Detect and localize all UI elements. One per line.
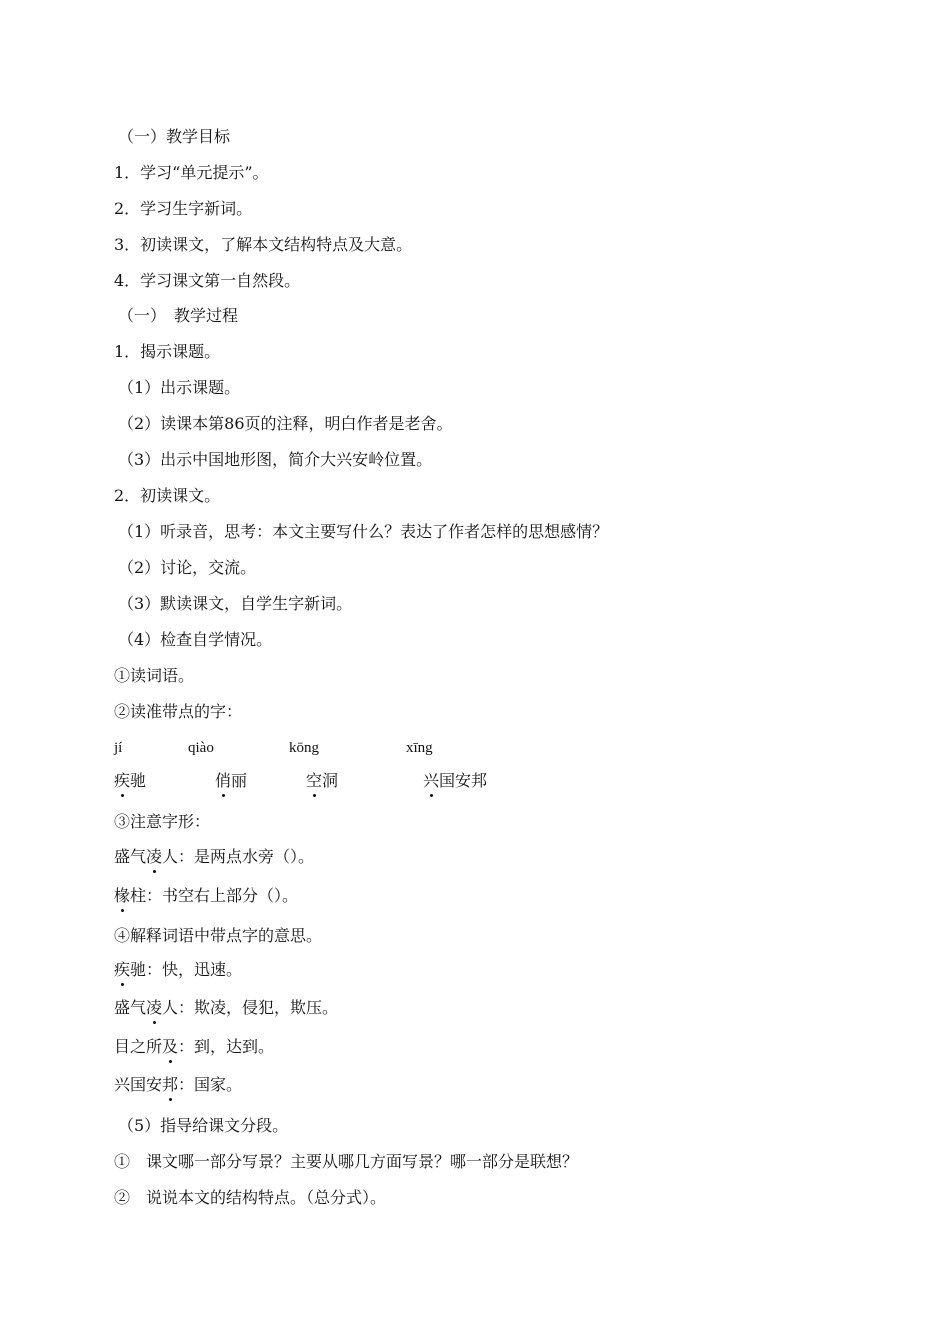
step2-item: （2）讨论，交流。 — [118, 558, 257, 577]
step1-item: （3）出示中国地形图，简介大兴安岭位置。 — [118, 450, 433, 469]
read-dotted-line: ②读准带点的字： — [114, 702, 243, 721]
word-rest: 丽 — [231, 771, 248, 790]
goal-item: 2．学习生字新词。 — [114, 199, 253, 218]
step2-item: （1）听录音，思考：本文主要写什么？表达了作者怎样的思想感情？ — [118, 522, 609, 541]
step1-item: （1）出示课题。 — [118, 378, 241, 397]
vocab-word — [114, 771, 146, 791]
glyph-item: 盛气凌人：是两点水旁（）。 — [114, 847, 315, 866]
step1-title: 1．揭示课题。 — [114, 342, 221, 361]
explain-title: ④解释词语中带点字的意思。 — [114, 926, 323, 945]
glyph-item: 椽柱：书空右上部分（）。 — [114, 886, 299, 905]
step2-item: （4）检查自学情况。 — [118, 630, 273, 649]
word-rest: 洞 — [322, 771, 339, 790]
explain-item: 兴国安邦：国家。 — [114, 1075, 243, 1094]
step2-title: 2．初读课文。 — [114, 486, 221, 505]
word-rest: 国安邦 — [439, 771, 488, 790]
glyph-title: ③注意字形： — [114, 812, 211, 831]
dotted-char: 凌 — [146, 847, 163, 866]
dotted-char: 疾 — [114, 771, 131, 790]
step2-item: （3）默读课文，自学生字新词。 — [118, 594, 353, 613]
question-item: ② 说说本文的结构特点。（总分式）。 — [114, 1188, 387, 1207]
pinyin-label: kōng — [289, 740, 319, 756]
explain-item: 盛气凌人：欺凌，侵犯，欺压。 — [114, 998, 339, 1017]
vocab-word — [306, 771, 338, 791]
goal-item: 3．初读课文，了解本文结构特点及大意。 — [114, 235, 413, 254]
step1-item: （2）读课本第86页的注释，明白作者是老舍。 — [118, 414, 453, 433]
goals-heading: （一）教学目标 — [118, 127, 231, 146]
vocab-word — [215, 771, 247, 791]
explain-item: 目之所及：到，达到。 — [114, 1037, 275, 1056]
dotted-char: 及 — [162, 1037, 179, 1056]
pinyin-label: qiào — [188, 740, 214, 756]
step5-line: （5）指导给课文分段。 — [118, 1116, 289, 1135]
dotted-char: 空 — [306, 771, 323, 790]
word-rest: 驰 — [130, 771, 147, 790]
dotted-char: 椽 — [114, 886, 131, 905]
goal-item: 4．学习课文第一自然段。 — [114, 271, 301, 290]
question-item: ① 课文哪一部分写景？主要从哪几方面写景？哪一部分是联想？ — [114, 1152, 579, 1171]
dotted-char: 俏 — [215, 771, 232, 790]
process-heading: （一） 教学过程 — [118, 306, 239, 325]
vocab-word — [423, 771, 487, 791]
explain-item: 疾驰：快，迅速。 — [114, 960, 243, 979]
dotted-char: 凌 — [146, 998, 163, 1017]
pinyin-label: jí — [114, 740, 123, 756]
pinyin-label: xīng — [406, 740, 433, 756]
dotted-char: 邦 — [162, 1075, 179, 1094]
goal-item: 1．学习“单元提示”。 — [114, 163, 269, 182]
dotted-char: 兴 — [423, 771, 440, 790]
read-words-line: ①读词语。 — [114, 666, 195, 685]
dotted-char: 疾 — [114, 960, 131, 979]
